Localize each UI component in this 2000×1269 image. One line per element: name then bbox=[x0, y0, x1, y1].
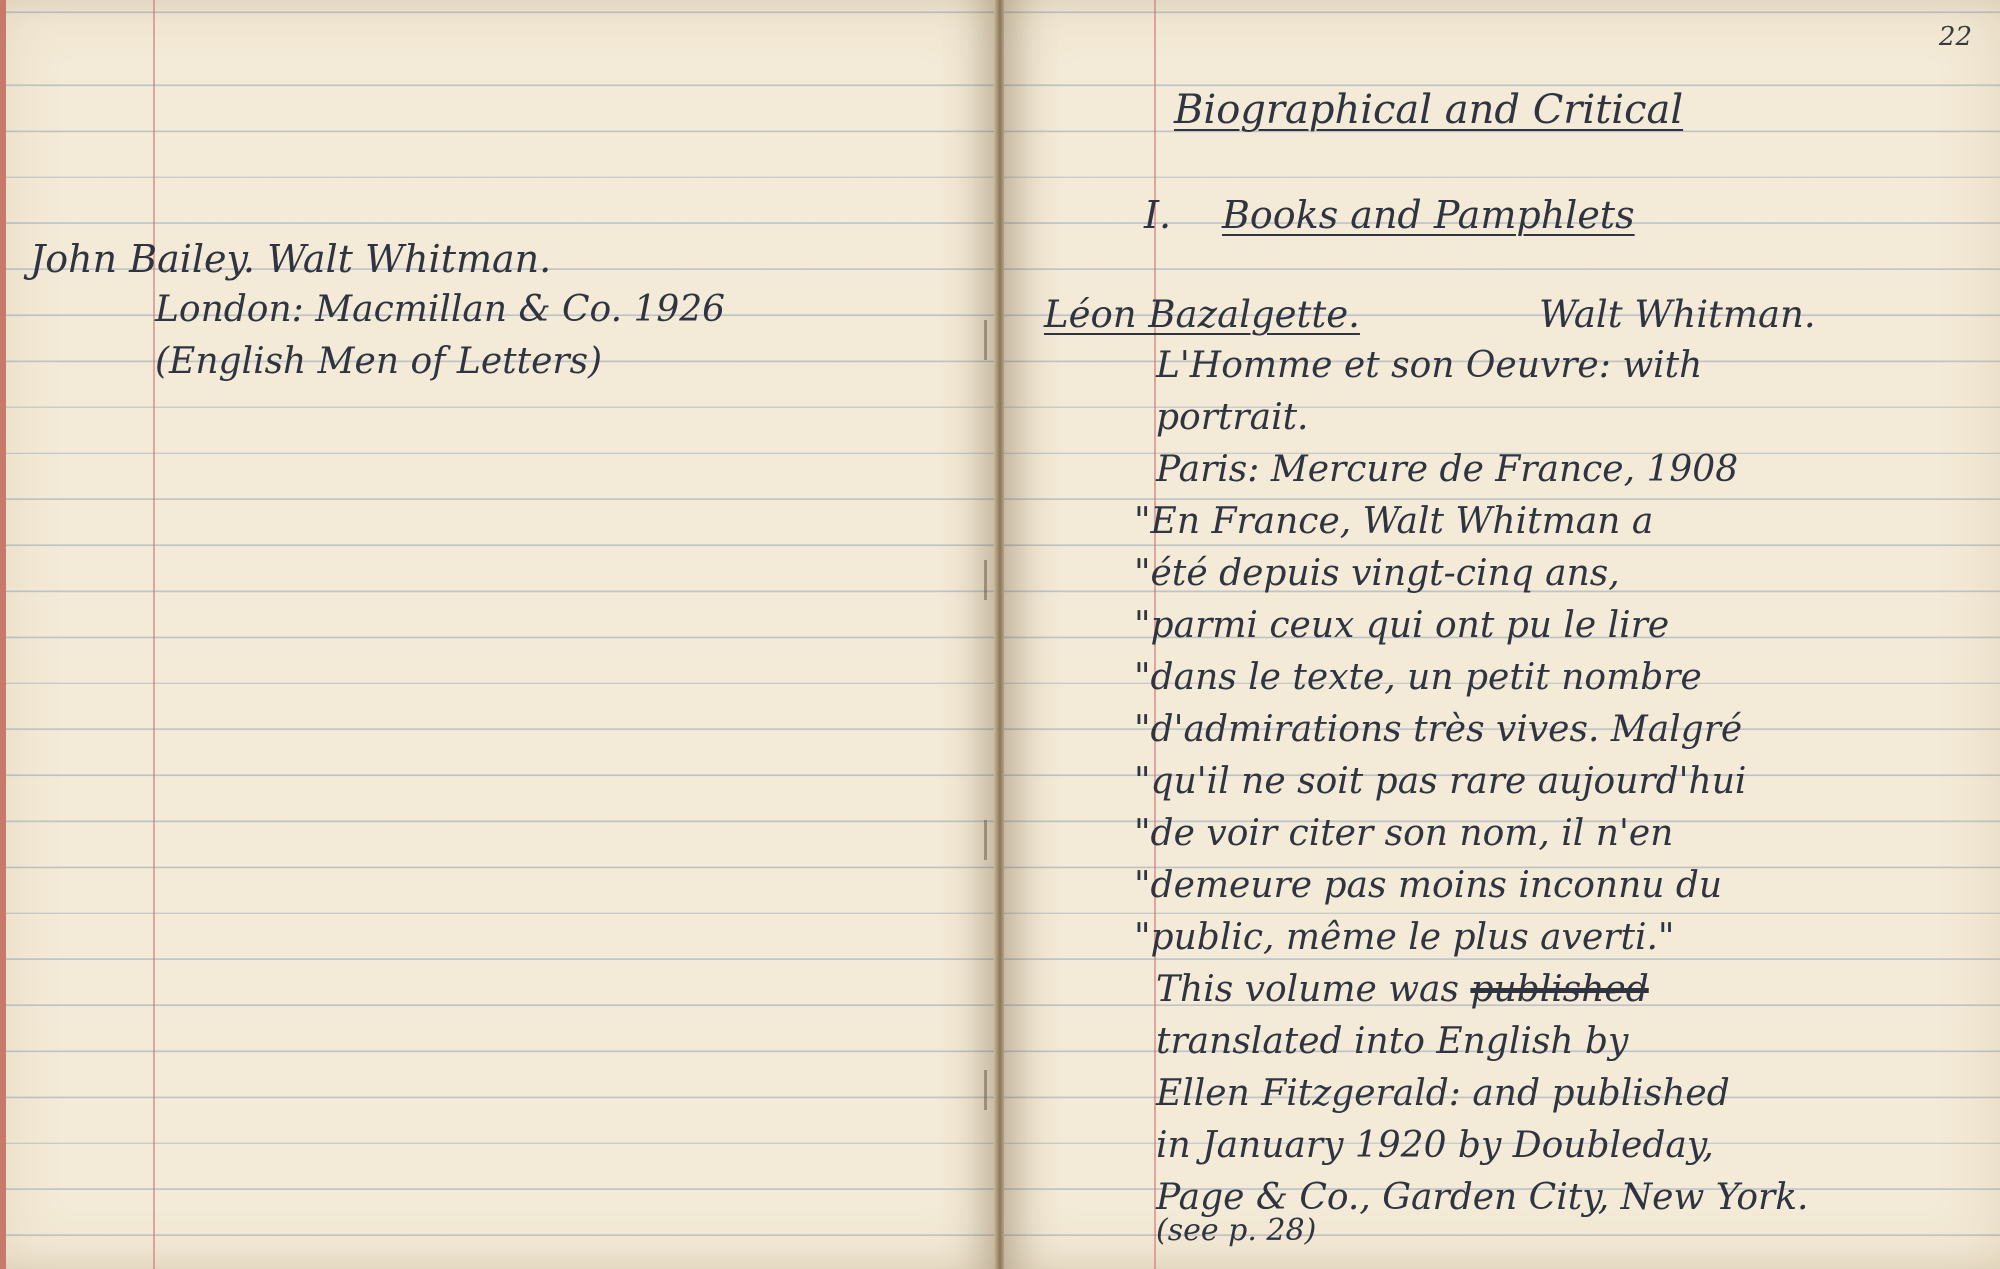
entry-line: portrait. bbox=[1156, 397, 1309, 438]
page-edge bbox=[0, 0, 6, 1269]
entry-title: Walt Whitman. bbox=[1539, 293, 1816, 336]
quote-line: "d'admirations très vives. Malgré bbox=[1134, 709, 1743, 750]
entry-line: L'Homme et son Oeuvre: with bbox=[1156, 345, 1703, 386]
quote-line: "de voir citer son nom, il n'en bbox=[1134, 813, 1674, 854]
section-title: Books and Pamphlets bbox=[1222, 193, 1635, 237]
entry-publisher: London: Macmillan & Co. 1926 bbox=[155, 289, 726, 330]
note-line: in January 1920 by Doubleday, bbox=[1156, 1125, 1714, 1166]
binding-stitch bbox=[984, 820, 987, 860]
left-page bbox=[0, 0, 996, 1269]
note-text: This volume was bbox=[1156, 969, 1459, 1010]
note-line: Page & Co., Garden City, New York. bbox=[1156, 1177, 1809, 1218]
page-number: 22 bbox=[1938, 22, 1972, 52]
quote-line: "dans le texte, un petit nombre bbox=[1134, 657, 1702, 698]
binding-stitch bbox=[984, 320, 987, 360]
page-heading: Biographical and Critical bbox=[1174, 87, 1684, 133]
binding-stitch bbox=[984, 560, 987, 600]
entry-author: Léon Bazalgette. bbox=[1044, 293, 1360, 336]
entry-series: (English Men of Letters) bbox=[155, 341, 603, 382]
note-line bbox=[1156, 969, 1649, 1010]
struck-word: published bbox=[1470, 969, 1649, 1010]
quote-line: "En France, Walt Whitman a bbox=[1134, 501, 1654, 542]
quote-line: "demeure pas moins inconnu du bbox=[1134, 865, 1723, 906]
quote-line: "été depuis vingt-cinq ans, bbox=[1134, 553, 1620, 594]
note-line: Ellen Fitzgerald: and published bbox=[1156, 1073, 1730, 1114]
quote-line: "qu'il ne soit pas rare aujourd'hui bbox=[1134, 761, 1747, 802]
entry-line: Paris: Mercure de France, 1908 bbox=[1156, 449, 1739, 490]
entry-author-title: John Bailey. Walt Whitman. bbox=[30, 237, 552, 281]
binding-stitch bbox=[984, 1070, 987, 1110]
margin-rule bbox=[153, 0, 155, 1269]
quote-line: "public, même le plus averti." bbox=[1134, 917, 1675, 958]
right-page bbox=[1004, 0, 2000, 1269]
quote-line: "parmi ceux qui ont pu le lire bbox=[1134, 605, 1670, 646]
section-numeral: I. bbox=[1144, 193, 1172, 237]
note-line: translated into English by bbox=[1156, 1021, 1629, 1062]
cross-reference: (see p. 28) bbox=[1156, 1213, 1317, 1248]
